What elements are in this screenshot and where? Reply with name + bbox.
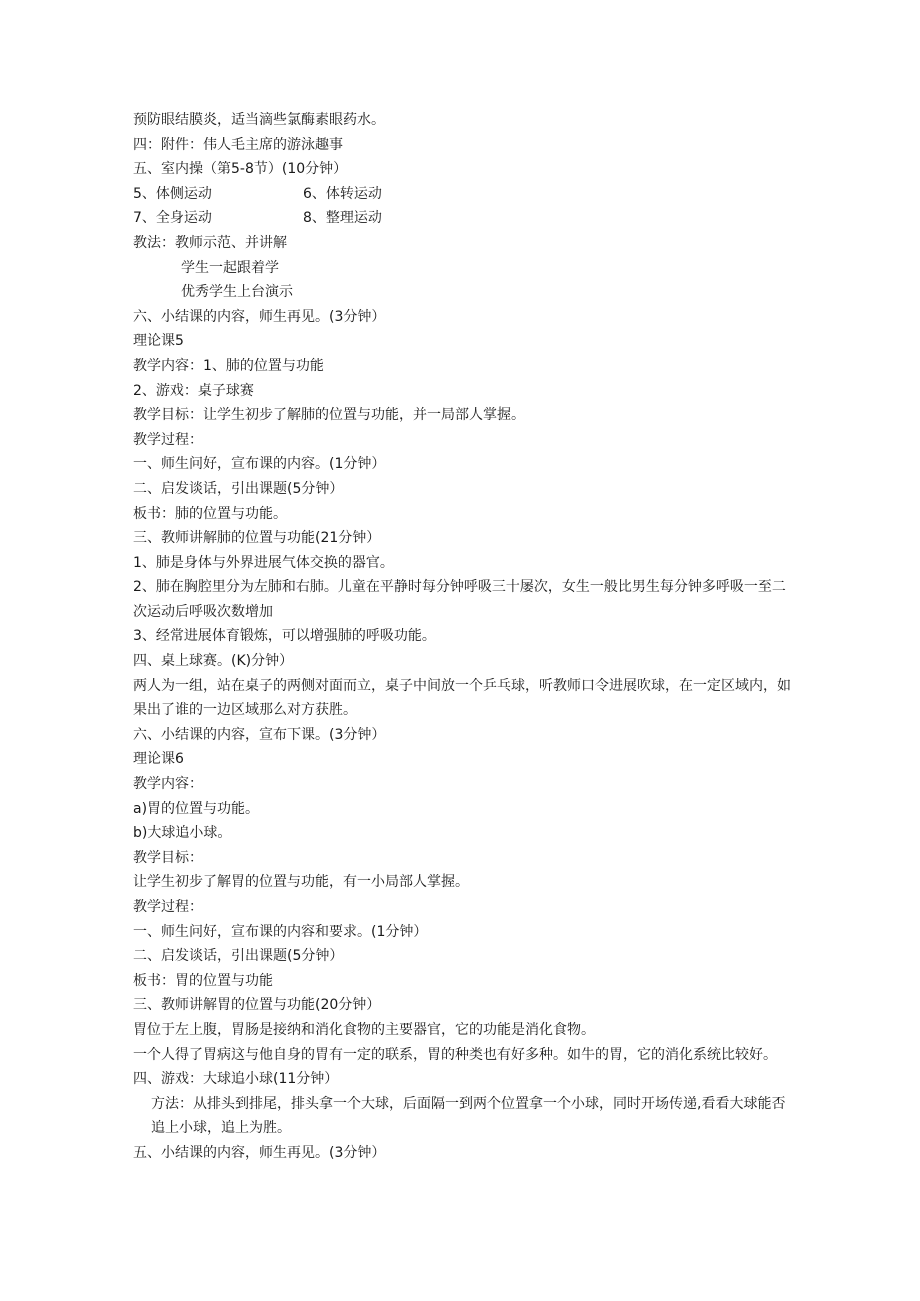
text-line: 二、启发谈话，引出课题(5分钟） xyxy=(133,948,344,965)
text-paragraph: 两人为一组，站在桌子的两侧对面而立，桌子中间放一个乒乓球，听教师口令进展吹球，在一定区域内，如果出了谁的一边区域那么对方获胜。 xyxy=(133,677,791,719)
exercise-item: 8、整理运动 xyxy=(303,210,382,227)
text-line: 六、小结课的内容，师生再见。(3分钟） xyxy=(133,308,386,325)
text-line: 教学目标：让学生初步了解肺的位置与功能，并一局部人掌握。 xyxy=(133,407,525,424)
text-line: b)大球追小球。 xyxy=(133,825,232,842)
text-line: 四：附件：伟人毛主席的游泳趣事 xyxy=(133,136,343,153)
text-line: 板书：肺的位置与功能。 xyxy=(133,505,287,522)
text-line: 2、游戏：桌子球赛 xyxy=(133,382,254,399)
text-line: 板书：胃的位置与功能 xyxy=(133,972,273,989)
text-paragraph: 一个人得了胃病这与他自身的胃有一定的联系，胃的种类也有好多种。如牛的胃，它的消化系统比较好。 xyxy=(133,1046,777,1063)
exercise-item: 7、全身运动 xyxy=(133,210,212,227)
exercise-item: 6、体转运动 xyxy=(303,185,382,202)
text-line: 3、经常进展体育锻炼，可以增强肺的呼吸功能。 xyxy=(133,628,436,645)
text-line: 四、游戏：大球追小球(11分钟） xyxy=(133,1071,339,1088)
text-line: 五、小结课的内容，师生再见。(3分钟） xyxy=(133,1144,386,1161)
text-line: 五、室内操（第5-8节）(10分钟） xyxy=(133,161,348,178)
section-heading: 理论课6 xyxy=(133,751,184,768)
exercise-row xyxy=(133,182,793,207)
text-line: 优秀学生上台演示 xyxy=(181,284,293,301)
text-line: 三、教师讲解胃的位置与功能(20分钟） xyxy=(133,997,381,1014)
text-line: 六、小结课的内容，宣布下课。(3分钟） xyxy=(133,726,386,743)
text-line: 学生一起跟着学 xyxy=(181,259,279,276)
text-line: 一、师生问好，宣布课的内容和要求。(1分钟） xyxy=(133,923,428,940)
text-line: 胃位于左上腹，胃肠是接纳和消化食物的主要器官，它的功能是消化食物。 xyxy=(133,1021,595,1038)
text-paragraph: 方法：从排头到排尾，排头拿一个大球，后面隔一到两个位置拿一个小球，同时开场传递,看看大球能否追上小球，追上为胜。 xyxy=(151,1095,786,1137)
text-line: 教学内容：1、肺的位置与功能 xyxy=(133,357,324,374)
text-line: 1、肺是身体与外界进展气体交换的器官。 xyxy=(133,554,394,571)
text-line: 教学过程： xyxy=(133,431,203,448)
exercise-row xyxy=(133,206,793,231)
text-line: 教法：教师示范、并讲解 xyxy=(133,234,287,251)
text-line: 二、启发谈话，引出课题(5分钟） xyxy=(133,480,344,497)
text-line: 让学生初步了解胃的位置与功能，有一小局部人掌握。 xyxy=(133,874,469,891)
text-paragraph: 2、肺在胸腔里分为左肺和右肺。儿童在平静时每分钟呼吸三十屡次，女生一般比男生每分钟多呼吸一至二次运动后呼吸次数增加 xyxy=(133,579,786,620)
exercise-item: 5、体侧运动 xyxy=(133,185,212,202)
text-line: a)胃的位置与功能。 xyxy=(133,800,260,817)
text-line: 一、师生问好，宣布课的内容。(1分钟） xyxy=(133,456,386,473)
text-line: 预防眼结膜炎，适当滴些氯酶素眼药水。 xyxy=(133,112,385,128)
text-line: 三、教师讲解肺的位置与功能(21分钟） xyxy=(133,530,381,547)
text-line: 教学内容： xyxy=(133,776,203,793)
text-line: 教学过程： xyxy=(133,899,203,915)
section-heading: 理论课5 xyxy=(133,333,184,350)
text-line: 教学目标： xyxy=(133,849,203,866)
document-page xyxy=(133,108,793,1166)
text-line: 四、桌上球赛。(K)分钟） xyxy=(133,653,294,670)
